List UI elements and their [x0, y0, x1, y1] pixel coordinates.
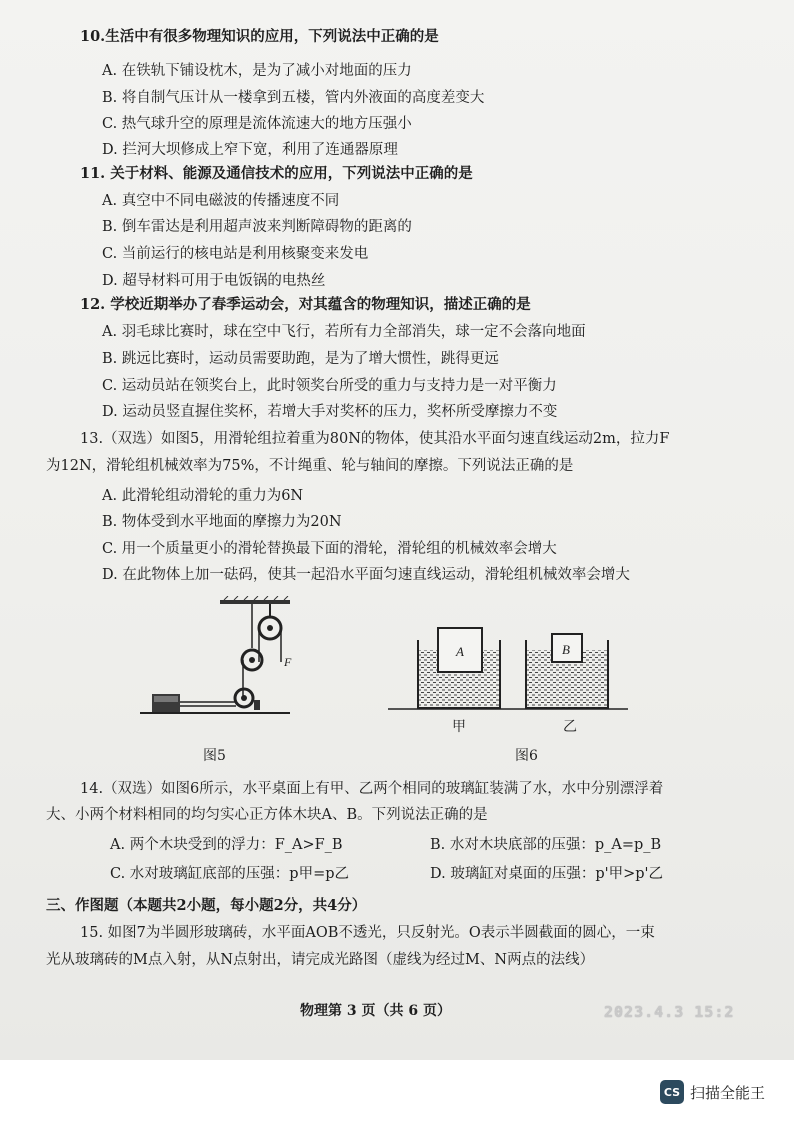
q11-option-d: D. 超导材料可用于电饭锅的电热丝 [102, 273, 326, 289]
q11-option-b: B. 倒车雷达是利用超声波来判断障碍物的距离的 [102, 219, 412, 235]
tank-yi-label: 乙 [563, 719, 577, 735]
wall-anchor [254, 700, 260, 710]
q10-option-a: A. 在铁轨下铺设枕木，是为了减小对地面的压力 [102, 63, 412, 79]
figure-6-caption: 图6 [515, 748, 538, 764]
tank-jia-label: 甲 [452, 719, 466, 735]
camscanner-logo-icon: CS [660, 1080, 684, 1104]
q12-option-c: C. 运动员站在领奖台上，此时领奖台所受的重力与支持力是一对平衡力 [102, 378, 557, 394]
block-b-label: B [562, 642, 570, 657]
q10-stem: 10.生活中有很多物理知识的应用，下列说法中正确的是 [80, 28, 439, 45]
scanner-app-name: 扫描全能王 [690, 1083, 766, 1102]
force-label-f: F [284, 655, 292, 669]
q12-option-a: A. 羽毛球比赛时，球在空中飞行，若所有力全部消失，球一定不会落向地面 [102, 324, 586, 340]
q13-option-d: D. 在此物体上加一砝码，使其一起沿水平面匀速直线运动，滑轮组机械效率会增大 [102, 567, 630, 583]
q10-option-d: D. 拦河大坝修成上窄下宽，利用了连通器原理 [102, 142, 398, 158]
q14-stem-line2: 大、小两个材料相同的均匀实心正方体木块A、B。下列说法正确的是 [46, 807, 488, 823]
ceiling [220, 600, 290, 604]
q14-option-d: D. 玻璃缸对桌面的压强：p'甲>p'乙 [430, 866, 664, 882]
q11-option-c: C. 当前运行的核电站是利用核聚变来发电 [102, 246, 369, 262]
q15-line1: 15. 如图7为半圆形玻璃砖，水平面AOB不透光，只反射光。O表示半圆截面的圆心，一束 [80, 925, 655, 941]
q12-option-b: B. 跳远比赛时，运动员需要助跑，是为了增大惯性，跳得更远 [102, 351, 499, 367]
q13-option-c: C. 用一个质量更小的滑轮替换最下面的滑轮，滑轮组的机械效率会增大 [102, 541, 557, 557]
q14-option-a: A. 两个木块受到的浮力：F_A>F_B [110, 837, 343, 853]
block-a-label: A [456, 644, 464, 659]
q10-option-c: C. 热气球升空的原理是流体流速大的地方压强小 [102, 116, 412, 132]
q11-stem: 11. 关于材料、能源及通信技术的应用，下列说法中正确的是 [80, 165, 473, 182]
figure-6-water-tanks [388, 618, 628, 728]
q13-option-a: A. 此滑轮组动滑轮的重力为6N [102, 488, 304, 504]
ceiling-hatching [224, 596, 288, 600]
q14-option-c: C. 水对玻璃缸底部的压强：p甲=p乙 [110, 866, 350, 882]
q14-option-b: B. 水对木块底部的压强：p_A=p_B [430, 837, 662, 853]
q13-stem-line2: 为12N，滑轮组机械效率为75%，不计绳重、轮与轴间的摩擦。下列说法正确的是 [46, 458, 574, 474]
figure-5-caption: 图5 [203, 748, 226, 764]
q11-option-a: A. 真空中不同电磁波的传播速度不同 [102, 193, 340, 209]
figure-5-pulley-diagram [140, 596, 320, 726]
q14-stem-line1: 14.（双选）如图6所示，水平桌面上有甲、乙两个相同的玻璃缸装满了水，水中分别漂浮着 [80, 781, 664, 797]
section-3-heading: 三、作图题（本题共2小题，每小题2分，共4分） [46, 897, 367, 914]
photo-timestamp: 2023.4.3 15:2 [604, 1003, 735, 1021]
q15-line2: 光从玻璃砖的M点入射，从N点射出，请完成光路图（虚线为经过M、N两点的法线） [46, 952, 595, 968]
q12-option-d: D. 运动员竖直握住奖杯，若增大手对奖杯的压力，奖杯所受摩擦力不变 [102, 404, 558, 420]
q13-stem-line1: 13.（双选）如图5，用滑轮组拉着重为80N的物体，使其沿水平面匀速直线运动2m，拉力F [80, 431, 670, 447]
q12-stem: 12. 学校近期举办了春季运动会，对其蕴含的物理知识，描述正确的是 [80, 296, 531, 313]
page-footer: 物理第 3 页（共 6 页） [300, 1003, 451, 1019]
q10-option-b: B. 将自制气压计从一楼拿到五楼，管内外液面的高度差变大 [102, 90, 485, 106]
scanner-watermark [660, 1080, 765, 1104]
q13-option-b: B. 物体受到水平地面的摩擦力为20N [102, 514, 342, 530]
